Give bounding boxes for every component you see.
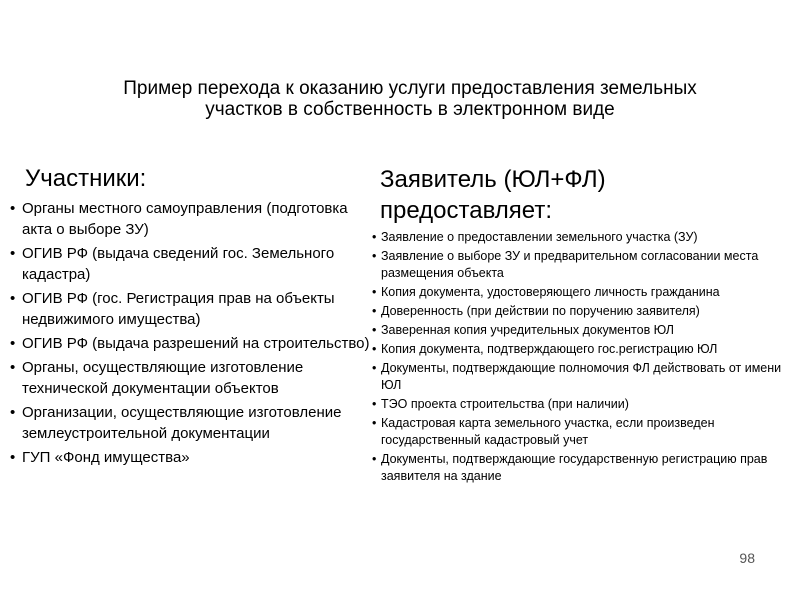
list-item-text: ТЭО проекта строительства (при наличии)	[381, 397, 629, 411]
list-item	[372, 284, 797, 301]
bullet-icon: •	[10, 359, 16, 376]
bullet-icon: •	[372, 361, 377, 375]
list-item-text: ОГИВ РФ (выдача разрешений на строительство)	[22, 335, 370, 352]
list-item	[372, 229, 797, 246]
list-item	[372, 322, 797, 339]
list-item-text: Документы, подтверждающие государственную регистрацию прав заявителя на здание	[381, 452, 768, 483]
bullet-icon: •	[372, 323, 377, 337]
bullet-icon: •	[372, 249, 377, 263]
list-item-text: Копия документа, подтверждающего гос.регистрацию ЮЛ	[381, 342, 718, 356]
bullet-icon: •	[372, 285, 377, 299]
list-item	[372, 248, 797, 282]
list-item-text: Заявление о выборе ЗУ и предварительном согласовании места размещения объекта	[381, 249, 759, 280]
list-item-text: ОГИВ РФ (выдача сведений гос. Земельного кадастра)	[22, 245, 335, 283]
bullet-icon: •	[372, 397, 377, 411]
list-item	[372, 341, 797, 358]
list-item	[372, 360, 797, 394]
list-item	[372, 451, 797, 485]
applicant-heading-line-2: предоставляет:	[380, 197, 552, 224]
list-item-text: ГУП «Фонд имущества»	[22, 449, 190, 466]
list-item	[10, 198, 370, 240]
bullet-icon: •	[10, 449, 16, 466]
bullet-icon: •	[10, 245, 16, 262]
bullet-icon: •	[372, 342, 377, 356]
applicant-heading	[380, 164, 797, 226]
participants-heading: Участники:	[25, 165, 147, 192]
list-item-text: Органы местного самоуправления (подготовка акта о выборе ЗУ)	[22, 200, 348, 238]
bullet-icon: •	[10, 200, 16, 217]
page-number: 98	[739, 550, 755, 566]
bullet-icon: •	[10, 290, 16, 307]
list-item	[372, 415, 797, 449]
slide-title	[70, 78, 750, 120]
bullet-icon: •	[372, 452, 377, 466]
list-item-text: Кадастровая карта земельного участка, если произведен государственный кадастровый учет	[381, 416, 715, 447]
list-item	[10, 357, 370, 399]
list-item-text: Заверенная копия учредительных документов ЮЛ	[381, 323, 674, 337]
list-item-text: ОГИВ РФ (гос. Регистрация прав на объекты недвижимого имущества)	[22, 290, 335, 328]
participants-list	[10, 198, 370, 468]
bullet-icon: •	[10, 404, 16, 421]
list-item	[10, 288, 370, 330]
list-item-text: Документы, подтверждающие полномочия ФЛ действовать от имени ЮЛ	[381, 361, 782, 392]
list-item-text: Доверенность (при действии по поручению заявителя)	[381, 304, 700, 318]
applicant-heading-line-1: Заявитель (ЮЛ+ФЛ)	[380, 166, 606, 193]
slide-title-line-2: участков в собственность в электронном виде	[205, 99, 615, 120]
applicant-documents-list	[372, 229, 797, 485]
bullet-icon: •	[372, 416, 377, 430]
list-item-text: Копия документа, удостоверяющего личность гражданина	[381, 285, 720, 299]
list-item-text: Органы, осуществляющие изготовление технической документации объектов	[22, 359, 304, 397]
applicant-section	[372, 164, 797, 487]
participants-section	[10, 164, 370, 471]
list-item	[10, 447, 370, 468]
list-item	[10, 333, 370, 354]
bullet-icon: •	[372, 230, 377, 244]
list-item-text: Заявление о предоставлении земельного участка (ЗУ)	[381, 230, 698, 244]
list-item-text: Организации, осуществляющие изготовление землеустроительной документации	[22, 404, 342, 442]
slide-title-line-1: Пример перехода к оказанию услуги предоставления земельных	[123, 78, 697, 99]
list-item	[10, 402, 370, 444]
list-item	[10, 243, 370, 285]
list-item	[372, 396, 797, 413]
list-item	[372, 303, 797, 320]
bullet-icon: •	[372, 304, 377, 318]
bullet-icon: •	[10, 335, 16, 352]
